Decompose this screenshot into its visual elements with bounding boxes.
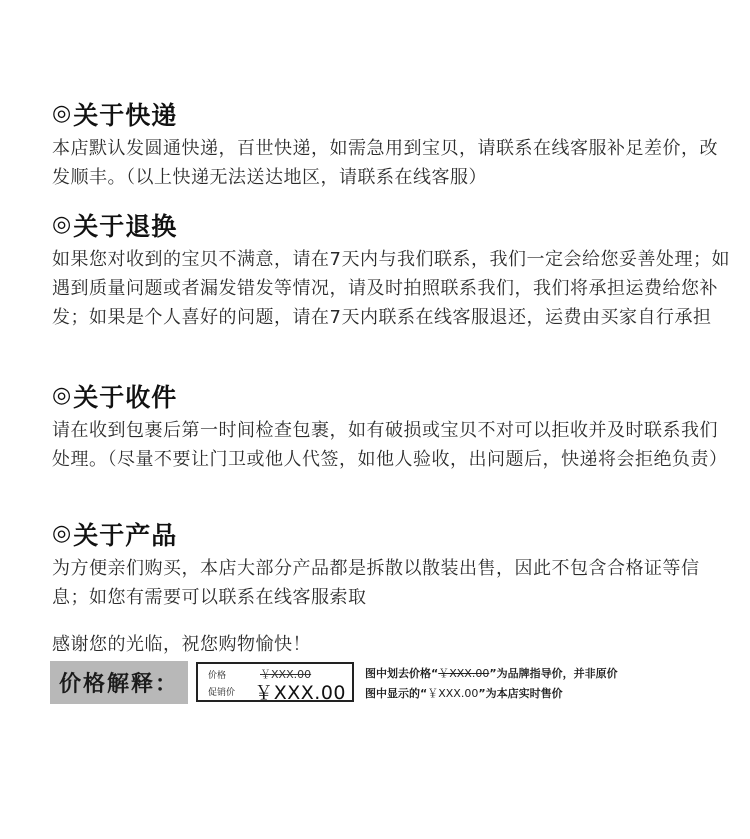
section-shipping (52, 96, 732, 200)
section-returns (52, 207, 732, 340)
bullseye-icon: ◎ (52, 101, 72, 126)
note-sale-price (365, 684, 675, 704)
price-example-card (196, 662, 354, 702)
price-notes (365, 664, 675, 704)
sale-price-row (208, 681, 346, 704)
section-products (52, 516, 732, 620)
section-heading-shipping: 关于快递 (73, 101, 178, 130)
section-title (52, 378, 732, 414)
note1-suffix: ”为品牌指导价，并非原价 (489, 667, 618, 680)
section-body-products: 为方便亲们购买，本店大部分产品都是拆散以散装出售，因此不包含合格证等信息；如您有需要可以联系在线客服索取 (52, 558, 700, 608)
section-title (52, 96, 732, 132)
price-explanation (50, 661, 670, 704)
price-explanation-label: 价格解释： (58, 672, 179, 697)
note2-prefix: 图中显示的“ (365, 687, 428, 700)
section-receiving (52, 378, 732, 482)
bullseye-icon: ◎ (52, 383, 72, 408)
bullseye-icon: ◎ (52, 212, 72, 237)
thanks-message: 感谢您的光临，祝您购物愉快！ (52, 634, 311, 655)
sale-price-label: 促销价 (208, 687, 236, 698)
section-body-receiving: 请在收到包裹后第一时间检查包裹，如有破损或宝贝不对可以拒收并及时联系我们处理。（尽量不要让门卫或他人代签，如他人验收，出问题后，快递将会拒绝负责） (52, 420, 728, 470)
note1-prefix: 图中划去价格“ (365, 667, 439, 680)
section-heading-products: 关于产品 (73, 521, 178, 550)
note1-strike-value: ￥XXX.00 (438, 667, 490, 680)
list-price-value: ￥XXX.00 (260, 668, 312, 681)
section-heading-returns: 关于退换 (73, 212, 178, 241)
section-body-returns: 如果您对收到的宝贝不满意，请在7天内与我们联系，我们一定会给您妥善处理；如遇到质量问题或者漏发错发等情况，请及时拍照联系我们，我们将承担运费给您补发；如果是个人喜好的问题，请在7天内联系在线客服退还，运费由买家自行承担 (52, 249, 730, 328)
bullseye-icon: ◎ (52, 521, 72, 546)
section-title (52, 516, 732, 552)
note2-suffix: ”为本店实时售价 (478, 687, 563, 700)
section-body-shipping: 本店默认发圆通快递，百世快递，如需急用到宝贝，请联系在线客服补足差价，改发顺丰。（以上快递无法送达地区，请联系在线客服） (52, 138, 718, 188)
note2-value: ￥XXX.00 (427, 687, 479, 700)
section-title (52, 207, 732, 243)
sale-price-value: ￥XXX.00 (254, 681, 346, 704)
note-list-price (365, 664, 675, 684)
list-price-label: 价格 (208, 670, 227, 681)
price-explanation-label-box (50, 661, 188, 704)
section-heading-receiving: 关于收件 (73, 383, 178, 412)
